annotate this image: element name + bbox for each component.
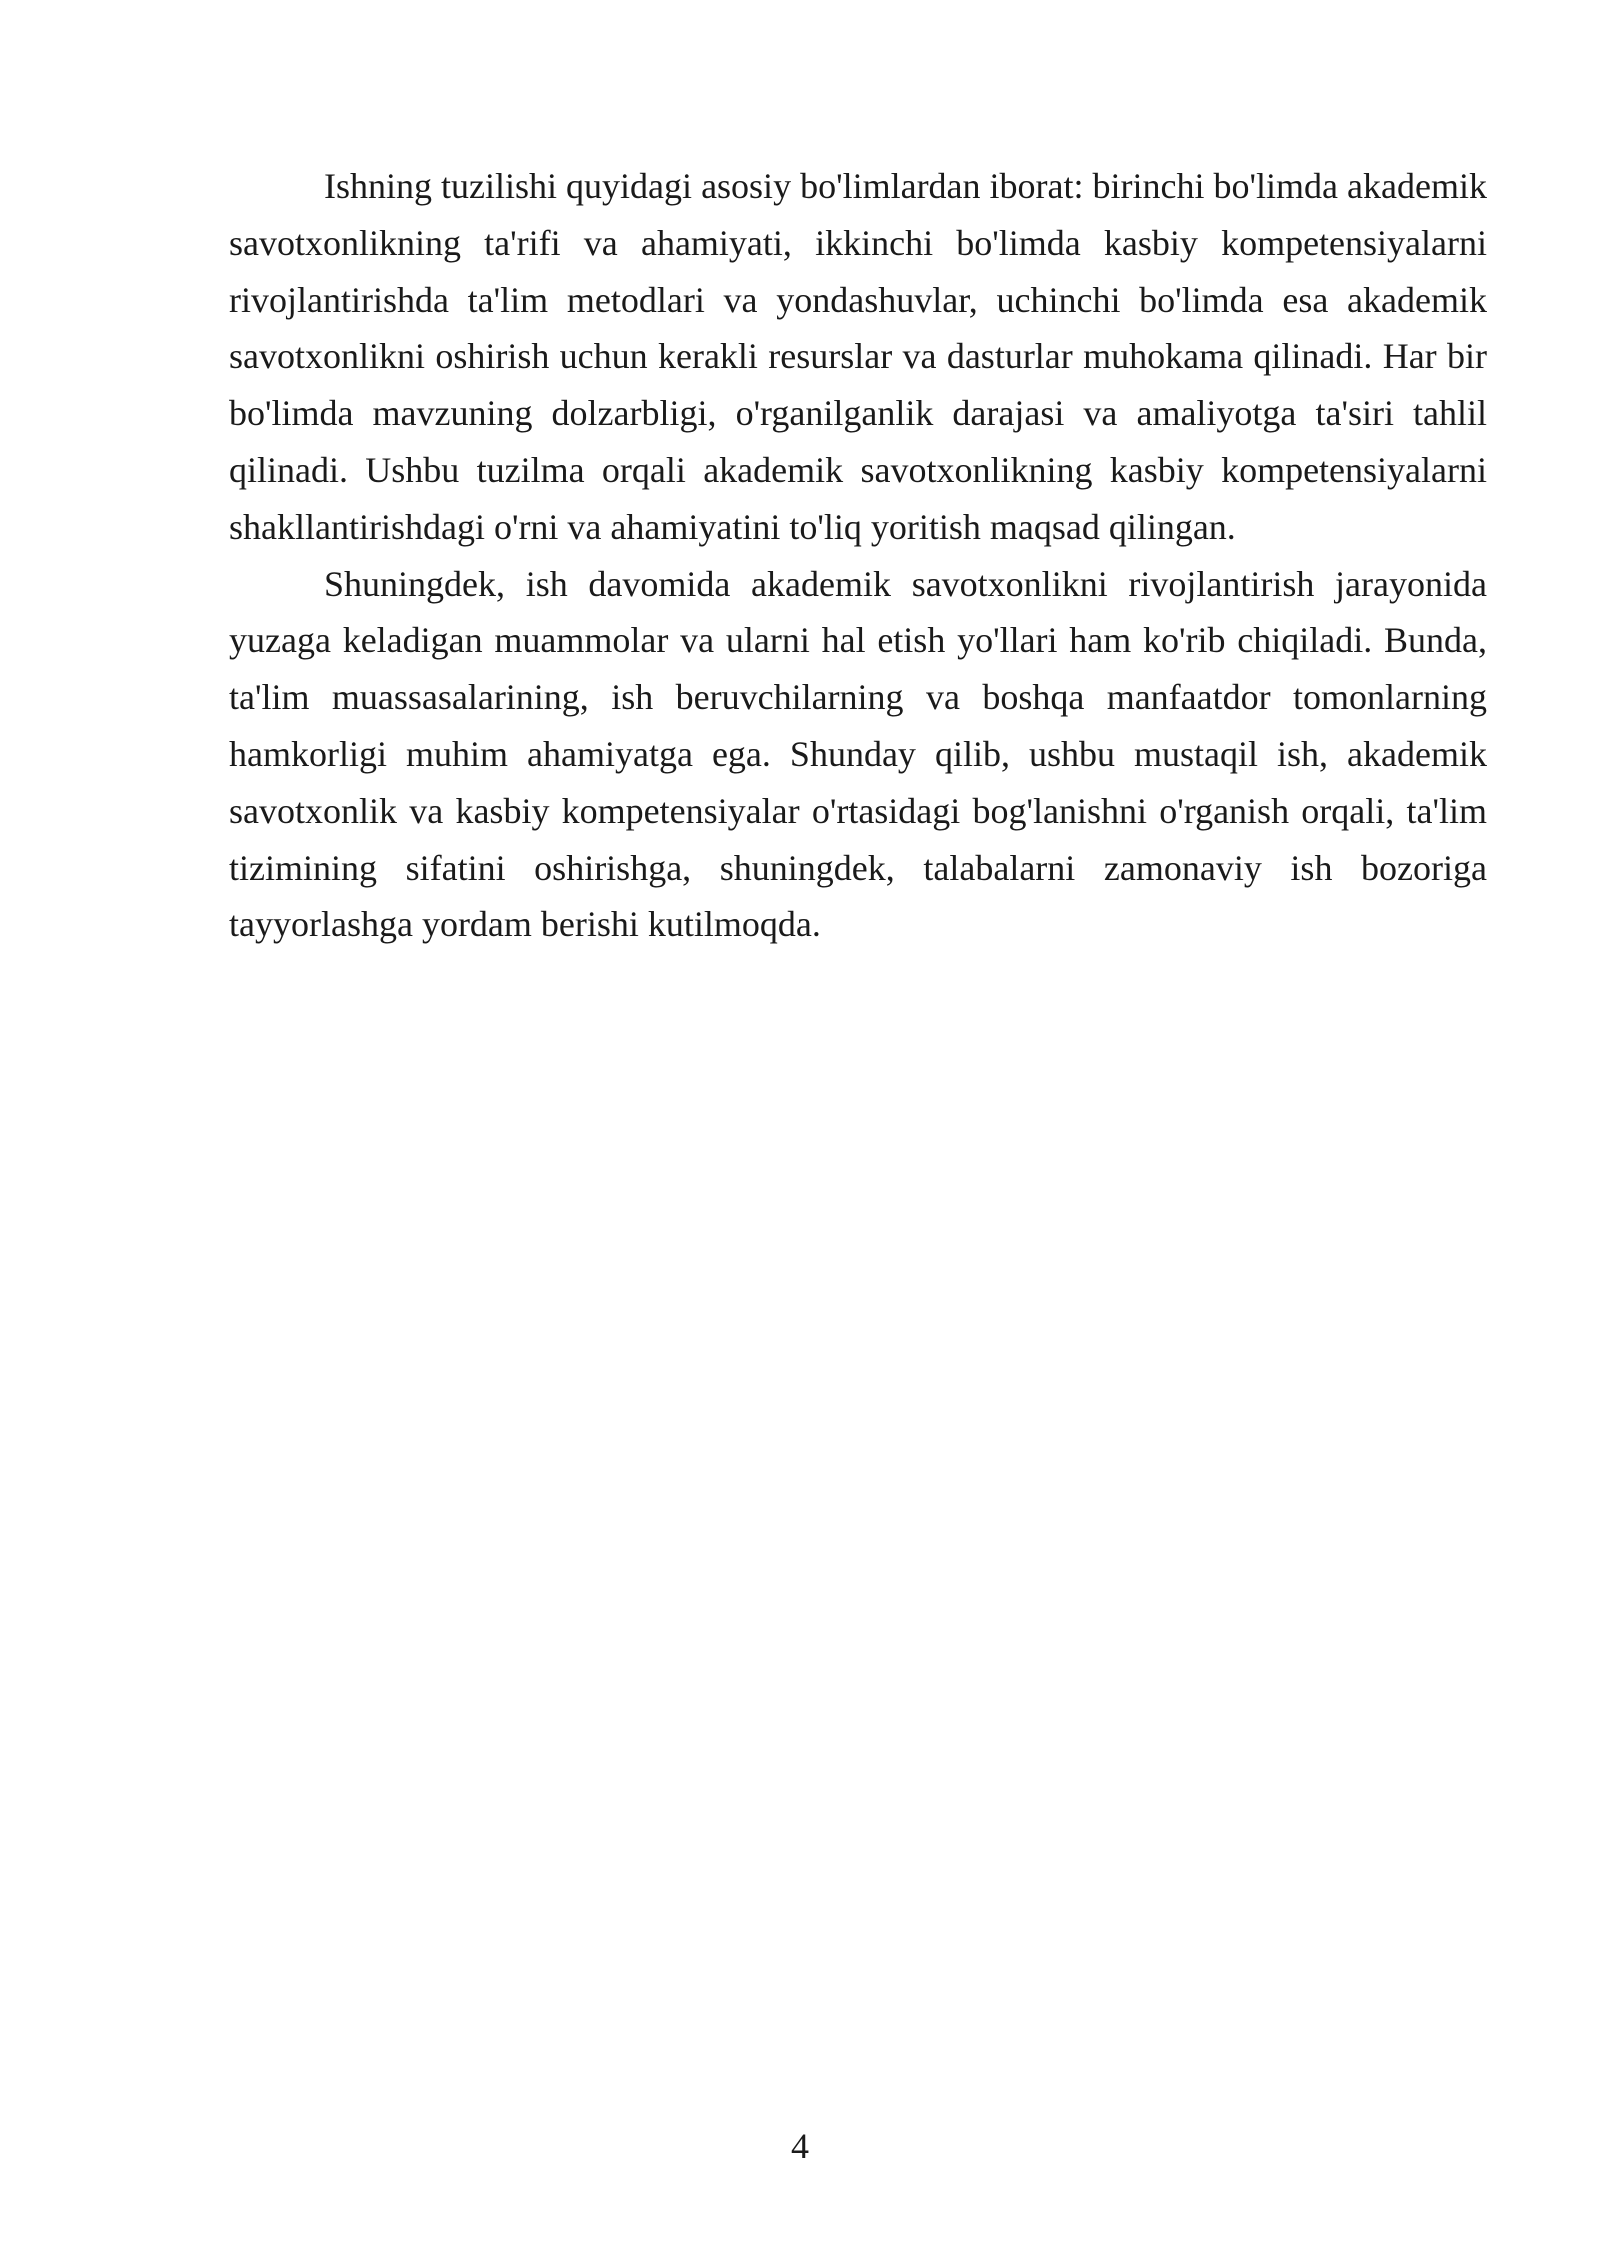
paragraph-structure: Ishning tuzilishi quyidagi asosiy bo'limlardan iborat: birinchi bo'limda akademik savotxonlikning ta'rifi va ahamiyati, ikkinchi bo'limda kasbiy kompetensiyalarni rivojlantirishda ta'lim metodlari va yondashuvlar, uchinchi bo'limda esa akademik savotxonlikni oshirish uchun kerakli resurslar va dasturlar muhokama qilinadi. Har bir bo'limda mavzuning dolzarbligi, o'rganilganlik darajasi va amaliyotga ta'siri tahlil qilinadi. Ushbu tuzilma orqali akademik savotxonlikning kasbiy kompetensiyalarni shakllantirishdagi o'rni va ahamiyatini to'liq yoritish maqsad qilingan. (229, 166, 1487, 547)
paragraph-problems: Shuningdek, ish davomida akademik savotxonlikni rivojlantirish jarayonida yuzaga keladigan muammolar va ularni hal etish yo'llari ham ko'rib chiqiladi. Bunda, ta'lim muassasalarining, ish beruvchilarning va boshqa manfaatdor tomonlarning hamkorligi muhim ahamiyatga ega. Shunday qilib, ushbu mustaqil ish, akademik savotxonlik va kasbiy kompetensiyalar o'rtasidagi bog'lanishni o'rganish orqali, ta'lim tizimining sifatini oshirishga, shuningdek, talabalarni zamonaviy ish bozoriga tayyorlashga yordam berishi kutilmoqda. (229, 563, 1487, 945)
page-number: 4 (791, 2126, 809, 2166)
body-text (229, 158, 1487, 953)
